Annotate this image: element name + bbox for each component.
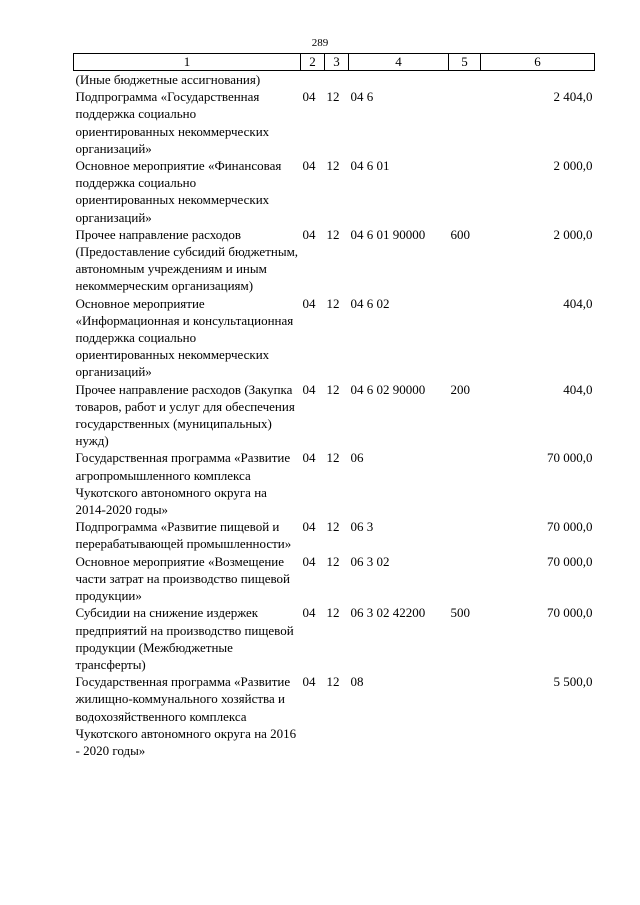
- row-name: Основное мероприятие «Возмещение части затрат на производство пищевой продукции»: [75, 553, 291, 604]
- row-name: Государственная программа «Развитие агропромышленного комплекса Чукотского автономного округа на 2014-2020 годы»: [75, 450, 291, 518]
- page-number: 289: [311, 37, 329, 49]
- row-target-article: 06: [350, 450, 364, 466]
- row-name: Прочее направление расходов (Закупка товаров, работ и услуг для обеспечения государственных (муниципальных) нужд): [75, 381, 295, 449]
- row-amount: 2 000,0: [553, 226, 593, 242]
- table-row: [74, 381, 595, 450]
- row-name: Основное мероприятие «Финансовая поддержка социально ориентированных некоммерческих организаций»: [75, 158, 282, 225]
- row-target-article: 04 6 02: [350, 295, 390, 311]
- table-row: [74, 226, 595, 295]
- row-name: Прочее направление расходов (Предоставление субсидий бюджетным, автономным учреждениям и иным некоммерческим организациям): [75, 226, 299, 294]
- row-name: Подпрограмма «Развитие пищевой и перерабатывающей промышленности»: [75, 519, 292, 552]
- table-row: [74, 553, 595, 605]
- row-subsection: 12: [326, 553, 340, 569]
- row-expense-type: [449, 88, 481, 157]
- row-section: 04: [302, 605, 316, 621]
- budget-table: [73, 53, 595, 759]
- row-section: [301, 71, 325, 89]
- row-section: 04: [302, 519, 316, 535]
- header-col-1: 1: [74, 54, 301, 71]
- row-expense-type: [449, 553, 481, 605]
- row-target-article: 08: [350, 674, 364, 690]
- row-amount: 2 404,0: [553, 89, 593, 105]
- row-name: (Иные бюджетные ассигнования): [75, 72, 261, 87]
- row-subsection: 12: [326, 519, 340, 535]
- row-target-article: 06 3 02: [350, 553, 390, 569]
- table-row: [74, 71, 595, 89]
- row-target-article: 06 3 02 42200: [350, 605, 426, 621]
- row-expense-type: [449, 295, 481, 381]
- row-name: Основное мероприятие «Информационная и консультационная поддержка социально ориентированных некоммерческих организаций»: [75, 295, 294, 380]
- row-amount: 404,0: [563, 381, 593, 397]
- header-col-3: 3: [325, 54, 349, 71]
- row-section: 04: [302, 295, 316, 311]
- table-row: [74, 673, 595, 759]
- row-subsection: 12: [326, 381, 340, 397]
- row-target-article: 06 3: [350, 519, 374, 535]
- table-row: [74, 295, 595, 381]
- table-row: [74, 449, 595, 518]
- row-expense-type: 500: [450, 605, 470, 621]
- row-amount: 404,0: [563, 295, 593, 311]
- row-expense-type: [449, 673, 481, 759]
- row-expense-type: [449, 518, 481, 552]
- row-amount: 5 500,0: [553, 674, 593, 690]
- row-expense-type: 200: [450, 381, 470, 397]
- row-expense-type: [449, 449, 481, 518]
- row-amount: [481, 71, 595, 89]
- header-row: [74, 54, 595, 71]
- header-col-4: 4: [349, 54, 449, 71]
- row-expense-type: 600: [450, 226, 470, 242]
- row-expense-type: [449, 71, 481, 89]
- row-amount: 70 000,0: [547, 553, 593, 569]
- row-name: Подпрограмма «Государственная поддержка социально ориентированных некоммерческих организаций»: [75, 89, 270, 156]
- row-amount: 2 000,0: [553, 158, 593, 174]
- table-row: [74, 88, 595, 157]
- table-header: [74, 54, 595, 71]
- row-name: Субсидии на снижение издержек предприятий на производство пищевой продукции (Межбюджетные трансферты): [75, 605, 294, 672]
- row-subsection: 12: [326, 226, 340, 242]
- row-subsection: 12: [326, 605, 340, 621]
- table-row: [74, 604, 595, 673]
- table-body: [74, 71, 595, 760]
- table-row: [74, 518, 595, 552]
- row-subsection: [325, 71, 349, 89]
- header-col-5: 5: [449, 54, 481, 71]
- row-target-article: 04 6: [350, 89, 374, 105]
- row-amount: 70 000,0: [547, 605, 593, 621]
- row-subsection: 12: [326, 674, 340, 690]
- row-subsection: 12: [326, 158, 340, 174]
- row-name: Государственная программа «Развитие жилищно-коммунального хозяйства и водохозяйственного комплекса Чукотского автономного округа на 2016 - 2020 годы»: [75, 674, 297, 758]
- row-section: 04: [302, 226, 316, 242]
- row-target-article: 04 6 01: [350, 158, 390, 174]
- row-section: 04: [302, 381, 316, 397]
- row-target-article: [349, 71, 449, 89]
- row-section: 04: [302, 450, 316, 466]
- row-subsection: 12: [326, 89, 340, 105]
- row-section: 04: [302, 674, 316, 690]
- row-expense-type: [449, 157, 481, 226]
- row-amount: 70 000,0: [547, 450, 593, 466]
- row-subsection: 12: [326, 295, 340, 311]
- table-row: [74, 157, 595, 226]
- row-target-article: 04 6 01 90000: [350, 226, 426, 242]
- header-col-6: 6: [481, 54, 595, 71]
- row-amount: 70 000,0: [547, 519, 593, 535]
- row-subsection: 12: [326, 450, 340, 466]
- row-section: 04: [302, 158, 316, 174]
- row-target-article: 04 6 02 90000: [350, 381, 426, 397]
- row-section: 04: [302, 553, 316, 569]
- row-section: 04: [302, 89, 316, 105]
- header-col-2: 2: [301, 54, 325, 71]
